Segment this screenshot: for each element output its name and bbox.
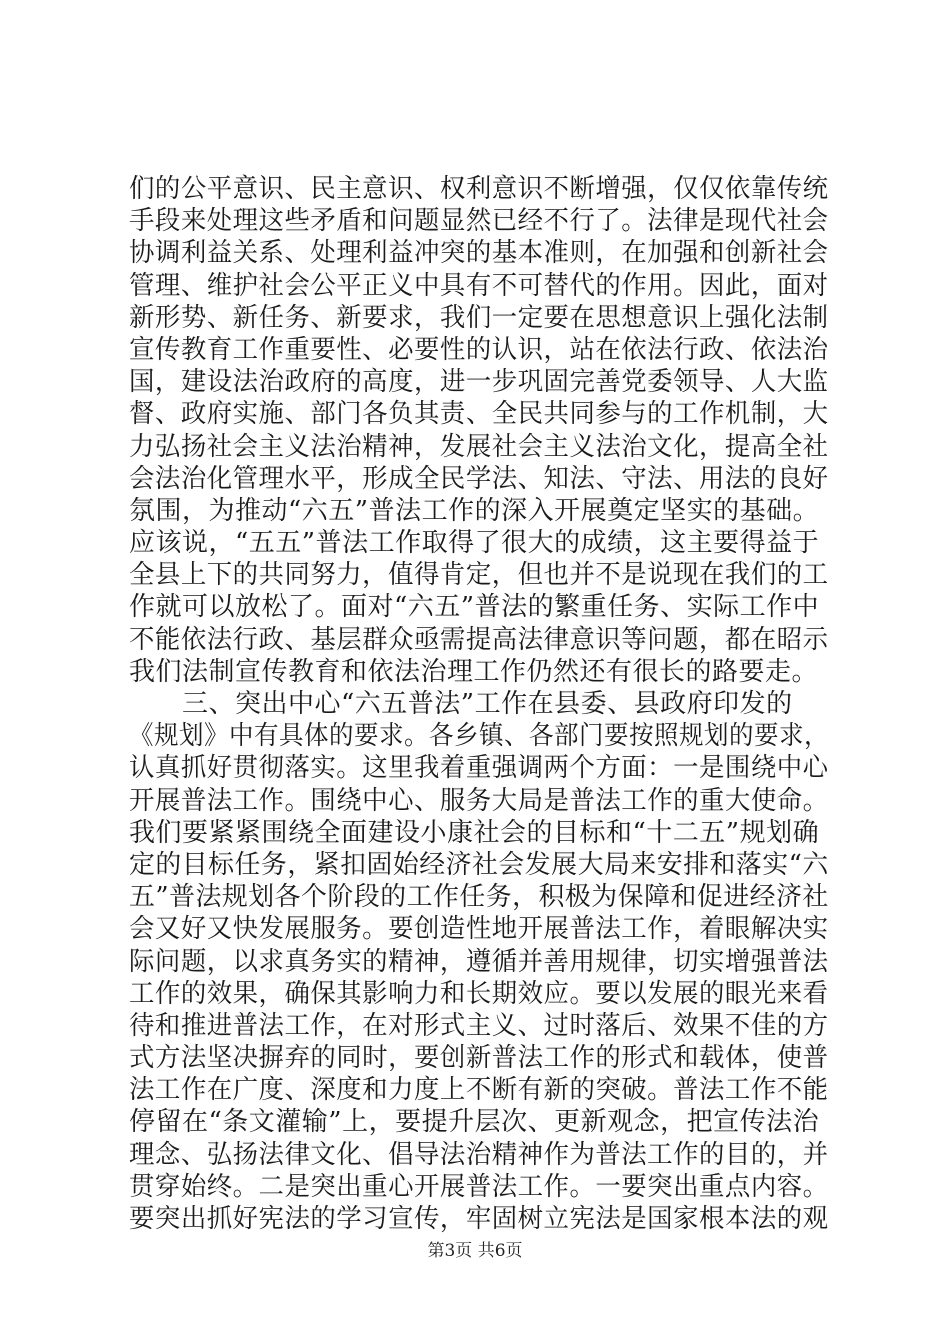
text-line: 认真抓好贯彻落实。这里我着重强调两个方面：一是围绕中心 xyxy=(129,753,829,784)
text-line: 理念、弘扬法律文化、倡导法治精神作为普法工作的目的，并 xyxy=(129,1139,829,1170)
text-line: 手段来处理这些矛盾和问题显然已经不行了。法律是现代社会 xyxy=(129,206,829,237)
text-line: 宣传教育工作重要性、必要性的认识，站在依法行政、依法治 xyxy=(129,334,829,365)
text-line: 氛围，为推动“六五”普法工作的深入开展奠定坚实的基础。 xyxy=(129,495,820,526)
text-line: 工作的效果，确保其影响力和长期效应。要以发展的眼光来看 xyxy=(129,978,829,1009)
text-line: 应该说，“五五”普法工作取得了很大的成绩，这主要得益于 xyxy=(129,528,820,559)
text-line: 《规划》中有具体的要求。各乡镇、各部门要按照规划的要求， xyxy=(129,721,830,752)
text-line: 我们要紧紧围绕全面建设小康社会的目标和“十二五”规划确 xyxy=(129,817,820,848)
text-line: 会法治化管理水平，形成全民学法、知法、守法、用法的良好 xyxy=(129,463,829,494)
text-line: 会又好又快发展服务。要创造性地开展普法工作，着眼解决实 xyxy=(129,914,829,945)
text-line: 们的公平意识、民主意识、权利意识不断增强，仅仅依靠传统 xyxy=(129,174,829,204)
text-line: 国，建设法治政府的高度，进一步巩固完善党委领导、人大监 xyxy=(129,367,829,398)
text-line: 开展普法工作。围绕中心、服务大局是普法工作的重大使命。 xyxy=(129,785,829,816)
text-line: 新形势、新任务、新要求，我们一定要在思想意识上强化法制 xyxy=(129,302,829,333)
text-line: 管理、维护社会公平正义中具有不可替代的作用。因此，面对 xyxy=(129,270,829,301)
text-line: 贯穿始终。二是突出重心开展普法工作。一要突出重点内容。 xyxy=(129,1171,829,1202)
text-line: 要突出抓好宪法的学习宣传，牢固树立宪法是国家根本法的观 xyxy=(129,1204,829,1234)
document-body xyxy=(129,173,829,1235)
text-line: 不能依法行政、基层群众亟需提高法律意识等问题，都在昭示 xyxy=(129,624,829,655)
text-line: 督、政府实施、部门各负其责、全民共同参与的工作机制，大 xyxy=(129,399,829,430)
page-number-footer: 第3页 共6页 xyxy=(427,1241,523,1261)
text-line: 力弘扬社会主义法治精神，发展社会主义法治文化，提高全社 xyxy=(129,431,829,462)
text-line: 三、突出中心“六五普法”工作在县委、县政府印发的 xyxy=(129,689,793,719)
text-line: 全县上下的共同努力，值得肯定，但也并不是说现在我们的工 xyxy=(129,560,829,591)
text-line: 五”普法规划各个阶段的工作任务，积极为保障和促进经济社 xyxy=(129,882,829,913)
text-line: 协调利益关系、处理利益冲突的基本准则，在加强和创新社会 xyxy=(129,238,829,269)
text-line: 式方法坚决摒弃的同时，要创新普法工作的形式和载体，使普 xyxy=(129,1043,829,1074)
text-line: 待和推进普法工作，在对形式主义、过时落后、效果不佳的方 xyxy=(129,1010,829,1041)
text-line: 定的目标任务，紧扣固始经济社会发展大局来安排和落实“六 xyxy=(129,849,829,880)
text-line: 停留在“条文灌输”上，要提升层次、更新观念，把宣传法治 xyxy=(129,1107,820,1138)
text-line: 我们法制宣传教育和依法治理工作仍然还有很长的路要走。 xyxy=(129,656,819,687)
text-line: 作就可以放松了。面对“六五”普法的繁重任务、实际工作中 xyxy=(129,592,820,623)
text-line: 际问题，以求真务实的精神，遵循并善用规律，切实增强普法 xyxy=(129,946,829,977)
text-line: 法工作在广度、深度和力度上不断有新的突破。普法工作不能 xyxy=(129,1075,829,1106)
